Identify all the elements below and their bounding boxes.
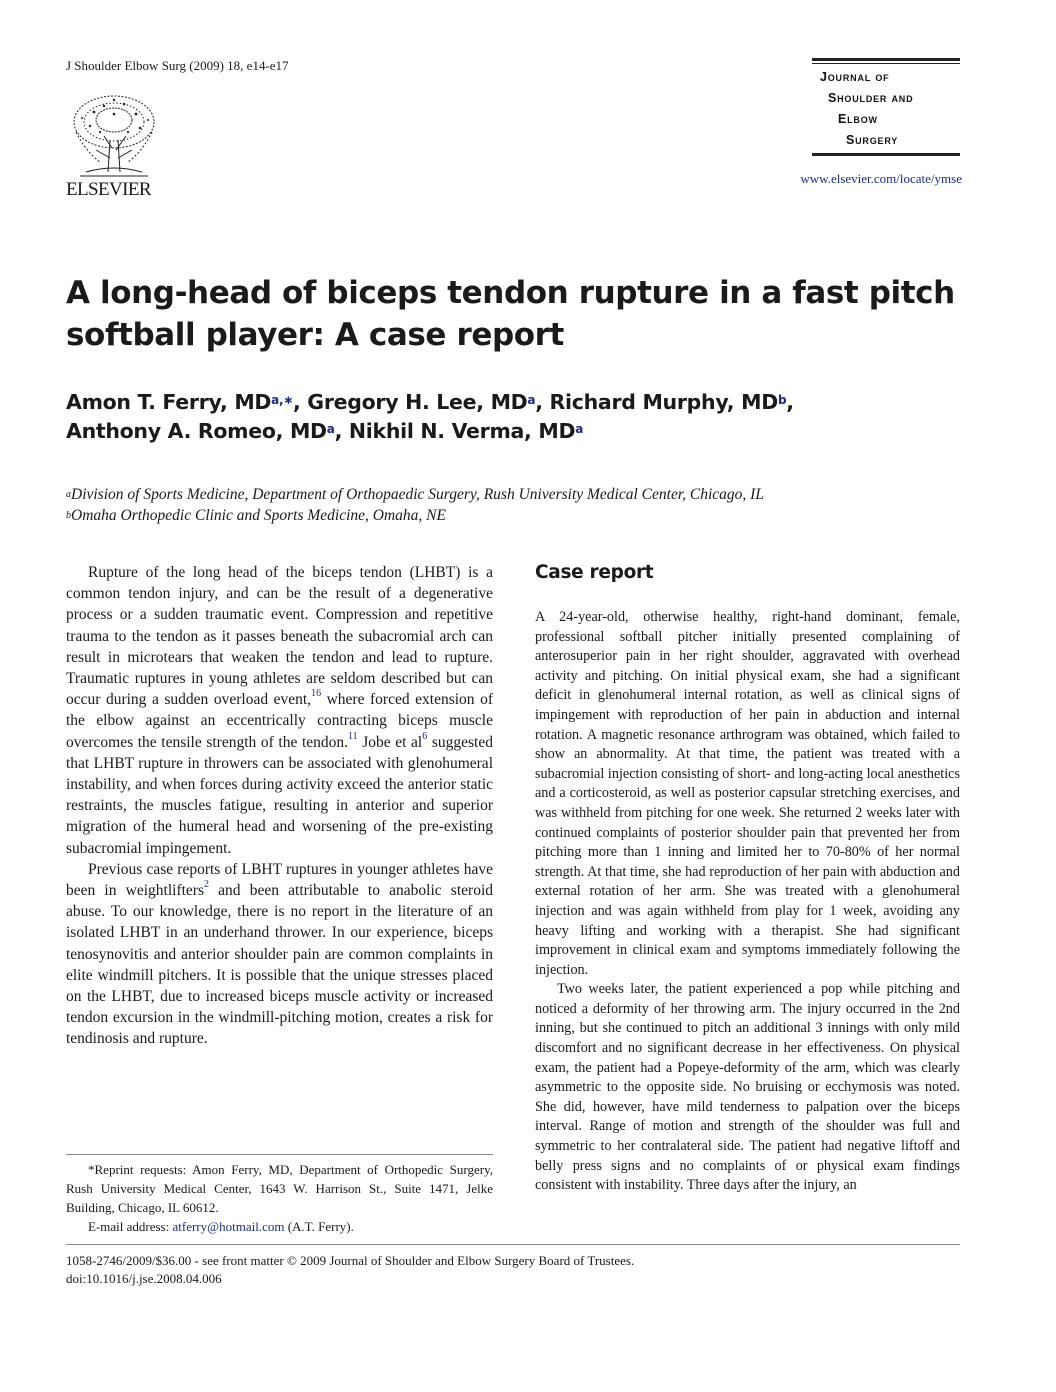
journal-logo-line: Shoulder and [828,91,914,105]
footnote-divider [66,1154,493,1155]
author-name: Anthony A. Romeo, MD [66,419,327,443]
author-affiliation-link[interactable]: a [527,393,536,407]
logo-rule [812,153,960,156]
journal-logo-line: Elbow [838,112,878,126]
reprint-footnote [66,1160,493,1236]
publisher-name: ELSEVIER [66,179,151,200]
page-footer [66,1252,634,1288]
email-link[interactable]: atferry@hotmail.com [172,1219,285,1234]
author-affiliation-link[interactable]: a,∗ [271,393,293,407]
journal-logo-line: Surgery [846,133,899,147]
journal-citation: J Shoulder Elbow Surg (2009) 18, e14-e17 [66,58,289,73]
reprint-requests: *Reprint requests: Amon Ferry, MD, Department of Orthopedic Surgery, Rush University Medical Center, 1643 W. Harrison St., Suite 1471, Jelke Building, Chicago, IL 60612. [66,1162,493,1215]
author-name: Richard Murphy, MD [549,390,778,414]
section-heading: Case report [535,562,654,583]
copyright-line: 1058-2746/2009/$36.00 - see front matter © 2009 Journal of Shoulder and Elbow Surgery Board of Trustees. [66,1253,635,1268]
introduction-column [66,562,493,1050]
author-name: Amon T. Ferry, MD [66,390,272,414]
paragraph: Two weeks later, the patient experienced a pop while pitching and noticed a deformity of her throwing arm. The injury occurred in the 2nd inning, but she continued to pitch an additional 3 innings with only mild discomfort and no significant decrease in her effectiveness. On physical exam, the patient had a Popeye-deformity of the arm, which was clearly asymmetric to the opposite side. No bruising or ecchymosis was noted. She did, however, have mild tenderness to palpation over the biceps interval. Range of motion and strength of the shoulder was full and symmetric to her contralateral side. The patient had negative liftoff and belly press signs and no complaints of or physical exam findings consistent with instability. Three days after the injury, an [535,981,960,1194]
affiliations [66,484,986,526]
journal-logo-line: Journal of [820,70,890,84]
paragraph: Previous case reports of LBHT ruptures in younger athletes have been in weightlifters$^2$ and been attributable to anabolic steroid abuse. To our knowledge, there is no report in the literature of an isolated LHBT in an underhand thrower. In our experience, biceps tenosynovitis and anterior shoulder pain are common complaints in elite windmill pitchers. It is possible that the unique stresses placed on the LHBT, due to increased biceps muscle activity or increased tendon excursion in the windmill-pitching motion, creates a risk for tendinosis and rupture. [66,860,493,1048]
author-affiliation-link[interactable]: a [575,422,583,436]
paragraph: Rupture of the long head of the biceps tendon (LHBT) is a common tendon injury, and can be the result of a degenerative process or a sudden traumatic event. Compression and repetitive trauma to the tendon as it passes beneath the subacromial arch can result in microtears that weaken the tendon and lead to rupture. Traumatic ruptures in young athletes are seldom described but can occur during a sudden overload event,$^{16}$ where forced extension of the elbow against an eccentrically contracting biceps muscle overcomes the tensile strength of the tendon.$^{11}$ Jobe et $al^6$ suggested that LHBT rupture in throwers can be associated with glenohumeral instability, and when forces during activity exceed the anterior static restraints, the muscles fatigue, resulting in anterior and superior migration of the humeral head and worsening of the pre-existing subacromial impingement. [66,564,493,857]
paragraph: A 24-year-old, otherwise healthy, right-hand dominant, female, professional softball pitcher initially presented complaining of anterosuperior pain in her right shoulder, aggravated with overhead activity and pitching. On initial physical exam, she had a significant deficit in glenohumeral internal rotation, as well as clinical signs of impingement with reproduction of her pain in abduction and internal rotation. A magnetic resonance arthrogram was obtained, which failed to show an abnormality. At that time, the patient was treated with a subacromial injection consisting of short- and long-acting local anesthetics and a corticosteroid, as well as posterior capsular stretching exercises, and was withheld from pitching for one week. She returned 2 weeks later with continued complaints of posterior shoulder pain that prevented her from pitching more than 1 inning and limited her to 70-80% of her normal strength. At that time, she had reproduction of her pain with abduction and external rotation of her arm. She was treated with a glenohumeral injection and was again withheld from play for 1 week, avoiding any heavy lifting and working with a therapist. She had significant improvement in clinical exam and symptoms immediately following the injection. [535,609,960,978]
author-name: Nikhil N. Verma, MD [348,419,576,443]
author-name: Gregory H. Lee, MD [307,390,528,414]
author-affiliation-link[interactable]: a [326,422,335,436]
footer-divider [66,1244,960,1245]
journal-logo [812,58,962,158]
email-line: E-mail address: atferry@hotmail.com (A.T. Ferry). [88,1219,354,1234]
affiliation: $^a$Division of Sports Medicine, Department of Orthopaedic Surgery, Rush University Medical Center, Chicago, IL [66,486,764,503]
elsevier-tree-logo [66,92,162,178]
logo-rule [812,58,960,61]
reference-link[interactable]: 2 [204,879,209,891]
author-list: Amon T. Ferry, $MD^{a,∗}$, Gregory H. Lee, $MD^a$, Richard Murphy, $MD^b$, Anthony A. Romeo, $MD^a$, Nikhil N. Verma, $MD^a$ [66,390,794,443]
article-title: A long-head of biceps tendon rupture in a fast pitch softball player: A case report [66,275,955,353]
case-report-column [535,608,960,1196]
doi-line: doi:10.1016/j.jse.2008.04.006 [66,1271,222,1286]
reference-link[interactable]: 16 [311,688,322,700]
author-affiliation-link[interactable]: b [777,393,787,407]
reference-link[interactable]: 11 [348,730,358,742]
journal-url-link[interactable]: www.elsevier.com/locate/ymse [800,171,962,186]
logo-rule [812,63,960,64]
reference-link[interactable]: 6 [422,730,428,742]
affiliation: $^b$Omaha Orthopedic Clinic and Sports Medicine, Omaha, NE [66,507,446,524]
